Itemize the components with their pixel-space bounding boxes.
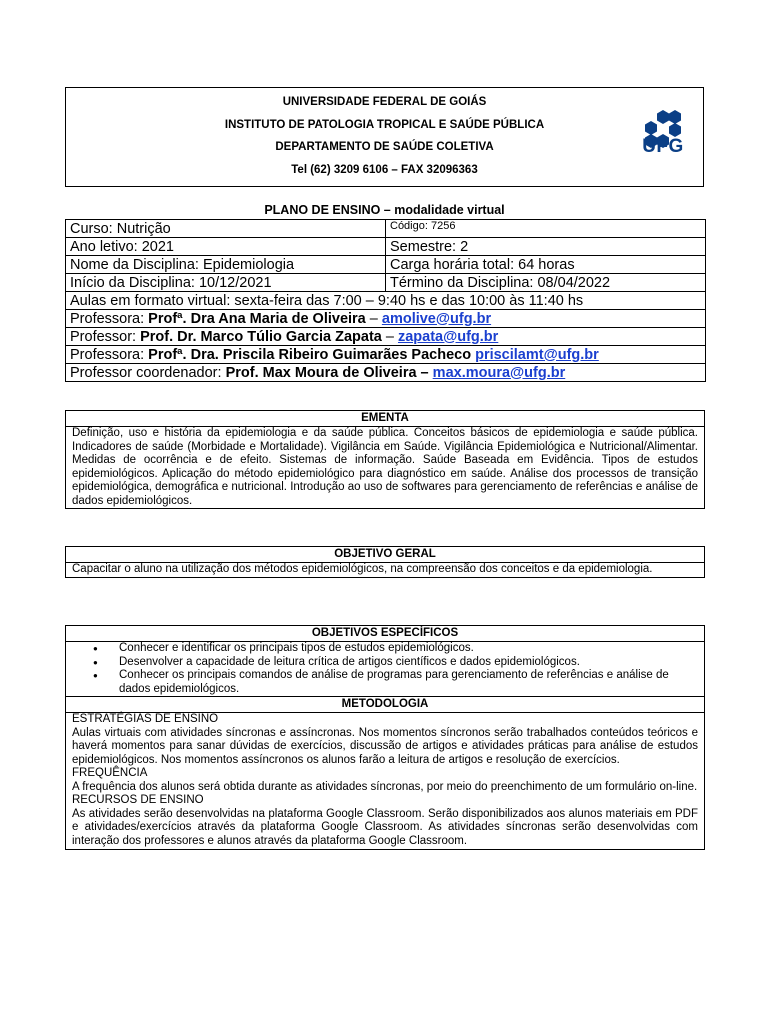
table-row [66,346,706,364]
professor-name: Profª. Dra. Priscila Ribeiro Guimarães Pacheco [148,346,472,363]
table-row [66,310,706,328]
methodology-title: METODOLOGIA [66,696,704,713]
end-date-cell: Término da Disciplina: 08/04/2022 [386,274,706,292]
university-name: UNIVERSIDADE FEDERAL DE GOIÁS [282,96,487,108]
specific-objectives-section [65,625,705,850]
list-item: ● Conhecer e identificar os principais tipos de estudos epidemiológicos. [119,642,698,656]
general-objective-section [65,546,705,578]
specific-objectives-title: OBJETIVOS ESPECÍFICOS [66,626,704,642]
table-row [66,238,706,256]
phone-line: Tel (62) 3209 6106 – FAX 32096363 [291,164,478,176]
professor-role: Professora: [70,310,149,327]
table-row [66,274,706,292]
general-objective-text: Capacitar o aluno na utilização dos métodos epidemiológicos, na compreensão dos conceitos e da epidemiologia. [72,563,653,575]
separator: – [365,310,382,327]
strategies-text: Aulas virtuais com atividades síncronas e assíncronas. Nos momentos síncronos serão trabalhados conteúdos teóricos e haverá momentos para sanar dúvidas de exercícios, discussão de artigos e atividades práticas para análise de estudos epidemiológicos. Nos momentos assíncronos os alunos farão a leitura de artigos e resolução de exercícios. [72,726,698,766]
ementa-section [65,410,705,509]
workload-cell: Carga horária total: 64 horas [386,256,706,274]
general-objective-title: OBJETIVO GERAL [66,547,704,563]
list-item: ● Desenvolver a capacidade de leitura crítica de artigos científicos e dados epidemiológicos. [119,656,698,670]
professor-name: Prof. Max Moura de Oliveira – [225,364,429,381]
specific-objectives-list [66,642,704,696]
course-cell: Curso: Nutrição [66,220,386,238]
professor-email-link[interactable]: priscilamt@ufg.br [475,346,599,363]
course-info-table [65,219,706,382]
year-cell: Ano letivo: 2021 [66,238,386,256]
discipline-cell: Nome da Disciplina: Epidemiologia [66,256,386,274]
professor-role: Professor coordenador: [70,364,226,381]
professor-cell [66,310,706,328]
coordinator-email-link[interactable]: max.moura@ufg.br [432,364,566,381]
semester-cell: Semestre: 2 [386,238,706,256]
resources-text: As atividades serão desenvolvidas na plataforma Google Classroom. Serão disponibilizados aos alunos materiais em PDF e atividades/exercícios através da plataforma Google Classroom. As atividades síncronas serão desenvolvidas com interação dos professores e alunos através da plataforma Google Classroom. [72,807,698,847]
ufg-logo-text: UFG [642,136,684,157]
professor-name: Profª. Dra Ana Maria de Oliveira [148,310,366,327]
plan-title: PLANO DE ENSINO – modalidade virtual [264,203,505,217]
institute-name: INSTITUTO DE PATOLOGIA TROPICAL E SAÚDE PÚBLICA [224,119,545,131]
methodology-body [66,713,704,849]
professor-email-link[interactable]: amolive@ufg.br [381,310,492,327]
strategies-heading: ESTRATÉGIAS DE ENSINO [72,713,219,725]
professor-role: Professora: [70,346,149,363]
table-row [66,220,706,238]
ementa-title: EMENTA [66,411,704,427]
table-row [66,364,706,382]
professor-cell [66,346,706,364]
list-item: ● Conhecer os principais comandos de análise de programas para gerenciamento de referências e análise de dados epidemiológicos. [119,669,698,696]
frequency-text: A frequência dos alunos será obtida durante as atividades síncronas, por meio do preenchimento de um formulário on-line. [72,780,698,793]
professor-name: Prof. Dr. Marco Túlio Garcia Zapata [140,328,382,345]
start-date-cell: Início da Disciplina: 10/12/2021 [66,274,386,292]
header-box [65,87,704,187]
professor-email-link[interactable]: zapata@ufg.br [397,328,499,345]
class-schedule-cell: Aulas em formato virtual: sexta-feira das 7:00 – 9:40 hs e das 10:00 às 11:40 hs [66,292,706,310]
resources-heading: RECURSOS DE ENSINO [72,794,204,806]
frequency-heading: FREQUÊNCIA [72,767,148,779]
professor-cell [66,328,706,346]
department-name: DEPARTAMENTO DE SAÚDE COLETIVA [275,141,494,153]
code-cell: Código: 7256 [386,220,706,238]
coordinator-cell [66,364,706,382]
table-row [66,292,706,310]
table-row [66,328,706,346]
ementa-text: Definição, uso e história da epidemiologia e da saúde pública. Conceitos básicos de epidemiologia e saúde pública. Indicadores de saúde (Morbidade e Mortalidade). Vigilância em Saúde. Vigilância Epidemiológica e Nutricional/Alimentar. Medidas de ocorrência e de efeito. Sistemas de informação. Saúde Baseada em Evidência. Tipos de estudos epidemiológicos. Aplicação do método epidemiológico para diagnóstico em saúde. Análise dos processos de transição epidemiológica, demográfica e nutricional. Introdução ao uso de softwares para gerenciamento de referências e análise de dados epidemiológicos. [72,427,698,507]
table-row [66,256,706,274]
separator: – [381,328,398,345]
professor-role: Professor: [70,328,141,345]
